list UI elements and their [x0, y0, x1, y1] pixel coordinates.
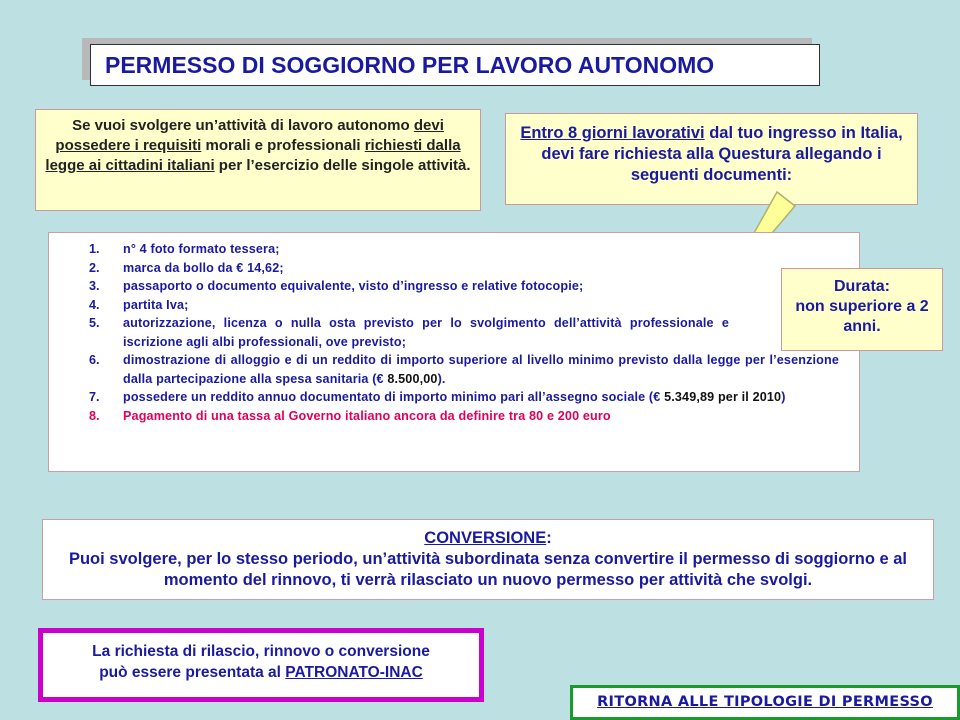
requirements-text-1: Se vuoi svolgere un’attività di lavoro autonomo [72, 117, 410, 134]
item-text-part: possedere un reddito annuo documentato di importo minimo pari all’assegno sociale (€ [123, 390, 665, 404]
item-text-part: dimostrazione di alloggio e di un reddito di importo superiore al livello minimo previsto dalla legge per l’esenzione dalla partecipazione alla spesa sanitaria (€ [123, 353, 839, 386]
item-text: autorizzazione, licenza o nulla osta previsto per lo svolgimento dell’attività professionale e iscrizione agli albi professionali, ove previsto; [123, 316, 729, 349]
conversion-colon: : [546, 529, 552, 547]
conversion-heading: CONVERSIONE [424, 529, 547, 547]
documents-list [48, 232, 860, 472]
list-item [89, 277, 839, 296]
item-text: partita Iva; [123, 297, 189, 312]
requirements-text-2: morali e professionali [201, 137, 361, 154]
duration-value: non superiore a 2 anni. [795, 298, 929, 335]
requirements-underline-1: devi possedere i requisiti [55, 117, 444, 154]
item-number: 1. [89, 242, 100, 256]
page-title: PERMESSO DI SOGGIORNO PER LAVORO AUTONOMO [90, 44, 820, 86]
item-number: 5. [89, 316, 100, 330]
item-text: Pagamento di una tassa al Governo italiano ancora da definire tra 80 e 200 euro [123, 408, 611, 423]
amount-value: 8.500,00 [387, 371, 438, 386]
conversion-heading-row [43, 528, 933, 549]
item-text-part: ) [781, 390, 786, 404]
patronato-line-2-row [43, 662, 479, 683]
item-text: marca da bollo da € 14,62; [123, 260, 284, 275]
duration-note [781, 268, 943, 351]
item-number: 6. [89, 353, 100, 367]
list-item [89, 351, 839, 388]
patronato-link[interactable]: PATRONATO-INAC [285, 664, 423, 681]
item-text [123, 351, 839, 388]
item-number: 3. [89, 279, 100, 293]
item-text [123, 388, 839, 407]
item-number: 8. [89, 408, 100, 423]
item-text: n° 4 foto formato tessera; [123, 242, 280, 256]
item-number: 2. [89, 260, 100, 275]
requirements-underline-2: richiesti dalla legge ai cittadini italiani [45, 137, 461, 174]
item-number: 7. [89, 390, 100, 404]
item-text-part: ). [437, 371, 446, 386]
list-item [89, 296, 839, 315]
item-number: 4. [89, 297, 100, 312]
duration-label: Durata: [833, 278, 890, 295]
patronato-line-1: La richiesta di rilascio, rinnovo o conversione [92, 643, 430, 660]
list-item [89, 388, 839, 407]
requirements-note [35, 109, 481, 211]
deadline-text: dal tuo ingresso in Italia, devi fare richiesta alla Questura allegando i seguenti documenti: [541, 124, 903, 184]
patronato-line-2: può essere presentata al [99, 664, 286, 681]
deadline-note [505, 113, 918, 205]
list-item [89, 314, 839, 351]
deadline-underline: Entro 8 giorni lavorativi [520, 124, 705, 142]
conversion-text: Puoi svolgere, per lo stesso periodo, un’attività subordinata senza convertire il permesso di soggiorno e al momento del rinnovo, ti verrà rilasciato un nuovo permesso per attività che svolgi. [68, 550, 908, 589]
patronato-note [38, 628, 484, 702]
back-to-permit-types-link[interactable]: RITORNA ALLE TIPOLOGIE DI PERMESSO [570, 685, 960, 720]
conversion-note [42, 519, 934, 600]
amount-value: 5.349,89 per il 2010 [664, 390, 782, 404]
requirements-text-3: per l’esercizio delle singole attività. [214, 157, 471, 174]
item-text: passaporto o documento equivalente, visto d’ingresso e relative fotocopie; [123, 279, 584, 293]
list-item [89, 407, 839, 426]
list-item [89, 259, 839, 278]
list-item [89, 240, 839, 259]
